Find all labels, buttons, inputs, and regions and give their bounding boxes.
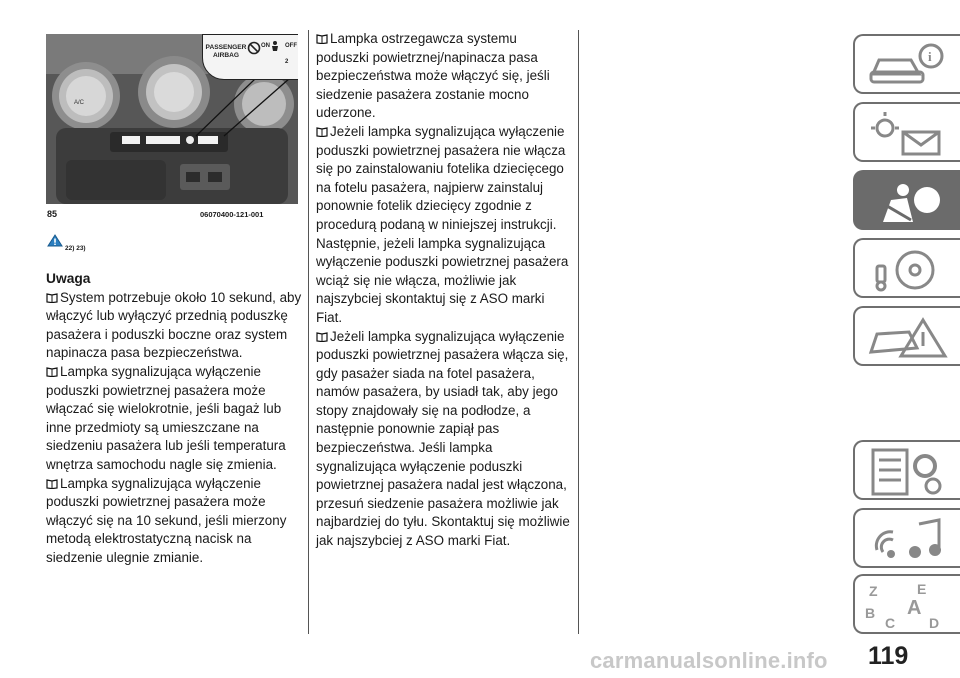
column-divider xyxy=(578,30,579,634)
airbag-off-icon xyxy=(247,41,261,55)
callout-off-label: OFF xyxy=(285,43,297,49)
svg-text:A: A xyxy=(907,597,922,619)
tab-warning-lights[interactable] xyxy=(853,102,960,162)
index-letters-icon xyxy=(863,580,953,632)
paragraph-text: Lampka sygnalizująca wyłączenie poduszki powietrznej pasażera może włączyć się na 10 sekund, jeśli mierzony metodą elektrostatyczną nacisk na siedzenie ulegnie zmianie. xyxy=(46,475,287,565)
text-column-left xyxy=(46,270,302,568)
page-number: 119 xyxy=(868,642,909,670)
passenger-seat-icon xyxy=(269,40,281,52)
paragraph xyxy=(46,475,302,568)
svg-text:i: i xyxy=(928,49,932,64)
svg-text:D: D xyxy=(929,615,940,631)
book-note-icon xyxy=(316,127,328,137)
svg-text:B: B xyxy=(865,605,876,621)
callout-off-sub: 2 xyxy=(285,59,289,65)
figure-code: 06070400-121-001 xyxy=(200,210,264,219)
callout-passenger-label: PASSENGER xyxy=(205,44,247,51)
dashboard-photo xyxy=(46,34,298,204)
svg-text:E: E xyxy=(917,581,927,597)
maintenance-icon xyxy=(863,446,953,498)
book-note-icon xyxy=(46,293,58,303)
paragraph-text: Lampka ostrzegawcza systemu poduszki powietrznej/napinacza pasa bezpieczeństwa może włączyć się, jeśli siedzenie pasażera zostanie mocno uderzone. xyxy=(316,31,550,121)
footnote-references: 22) 23) xyxy=(65,245,86,252)
svg-text:Z: Z xyxy=(869,583,878,599)
svg-text:A/C: A/C xyxy=(74,100,85,106)
airbag-indicator-callout xyxy=(202,34,298,80)
paragraph-text: System potrzebuje około 10 sekund, aby włączyć lub wyłączyć przednią poduszkę pasażera i poduszki boczne oraz system napinacza pasa bezpieczeństwa. xyxy=(46,289,302,361)
tab-index[interactable] xyxy=(853,574,960,634)
tab-car-info[interactable] xyxy=(853,34,960,94)
airbag-seat-icon xyxy=(863,176,953,228)
book-note-icon xyxy=(316,34,328,44)
paragraph xyxy=(316,30,572,123)
paragraph xyxy=(316,123,572,328)
book-note-icon xyxy=(46,367,58,377)
section-heading: Uwaga xyxy=(46,271,91,286)
paragraph-text: Jeżeli lampka sygnalizująca wyłączenie poduszki powietrznej pasażera włącza się, gdy pasażer siada na fotel pasażera, namów pasażera, by usiadł tak, aby jego stopy znajdowały się na podłodze, a następnie ponownie zapiął pas bezpieczeństwa. Jeśli lampka sygnalizująca wyłączenie poduszki powietrznej pasażera nadal jest włączona, przesuń siedzenie pasażera możliwie jak najbardziej do tyłu. Skontaktuj się możliwie jak najszybciej z ASO marki Fiat. xyxy=(316,328,570,549)
book-note-icon xyxy=(316,332,328,342)
tab-multimedia[interactable] xyxy=(853,508,960,568)
callout-on-label: ON xyxy=(261,43,270,49)
watermark: carmanualsonline.info xyxy=(590,648,828,673)
multimedia-icon xyxy=(863,514,953,566)
paragraph xyxy=(46,363,302,475)
tab-maintenance[interactable] xyxy=(853,440,960,500)
car-info-icon xyxy=(863,40,953,92)
paragraph xyxy=(316,328,572,551)
warning-lights-icon xyxy=(863,108,953,160)
car-emergency-icon xyxy=(863,312,953,364)
warning-triangle-icon xyxy=(47,234,63,247)
svg-text:C: C xyxy=(885,615,896,631)
tab-airbag-safety[interactable] xyxy=(853,170,960,230)
text-column-right xyxy=(316,30,572,551)
tab-emergency[interactable] xyxy=(853,306,960,366)
callout-airbag-label: AIRBAG xyxy=(212,52,239,59)
paragraph-text: Jeżeli lampka sygnalizująca wyłączenie poduszki powietrznej pasażera nie włącza się po zainstalowaniu fotelika dziecięcego na fotelu pasażera, najpierw zainstaluj ponownie fotelik dziecięcy zgodnie z procedurą podaną w niniejszej instrukcji. Następnie, jeżeli lampka sygnalizująca wyłączenie poduszki powietrznej pasażera wciąż się nie włącza, możliwie jak najszybciej skontaktuj się z ASO marki Fiat. xyxy=(316,123,569,325)
figure-number: 85 xyxy=(47,209,58,219)
paragraph xyxy=(46,289,302,363)
steering-key-icon xyxy=(863,244,953,296)
column-divider xyxy=(308,30,309,634)
tab-starting-driving[interactable] xyxy=(853,238,960,298)
paragraph-text: Lampka sygnalizująca wyłączenie poduszki powietrznej pasażera może włączać się wielokrotnie, jeśli bagaż lub inne przedmioty są umieszczane na siedzeniu pasażera lub jeśli temperatura wnętrza samochodu nagle się zmienia. xyxy=(46,363,286,472)
book-note-icon xyxy=(46,479,58,489)
